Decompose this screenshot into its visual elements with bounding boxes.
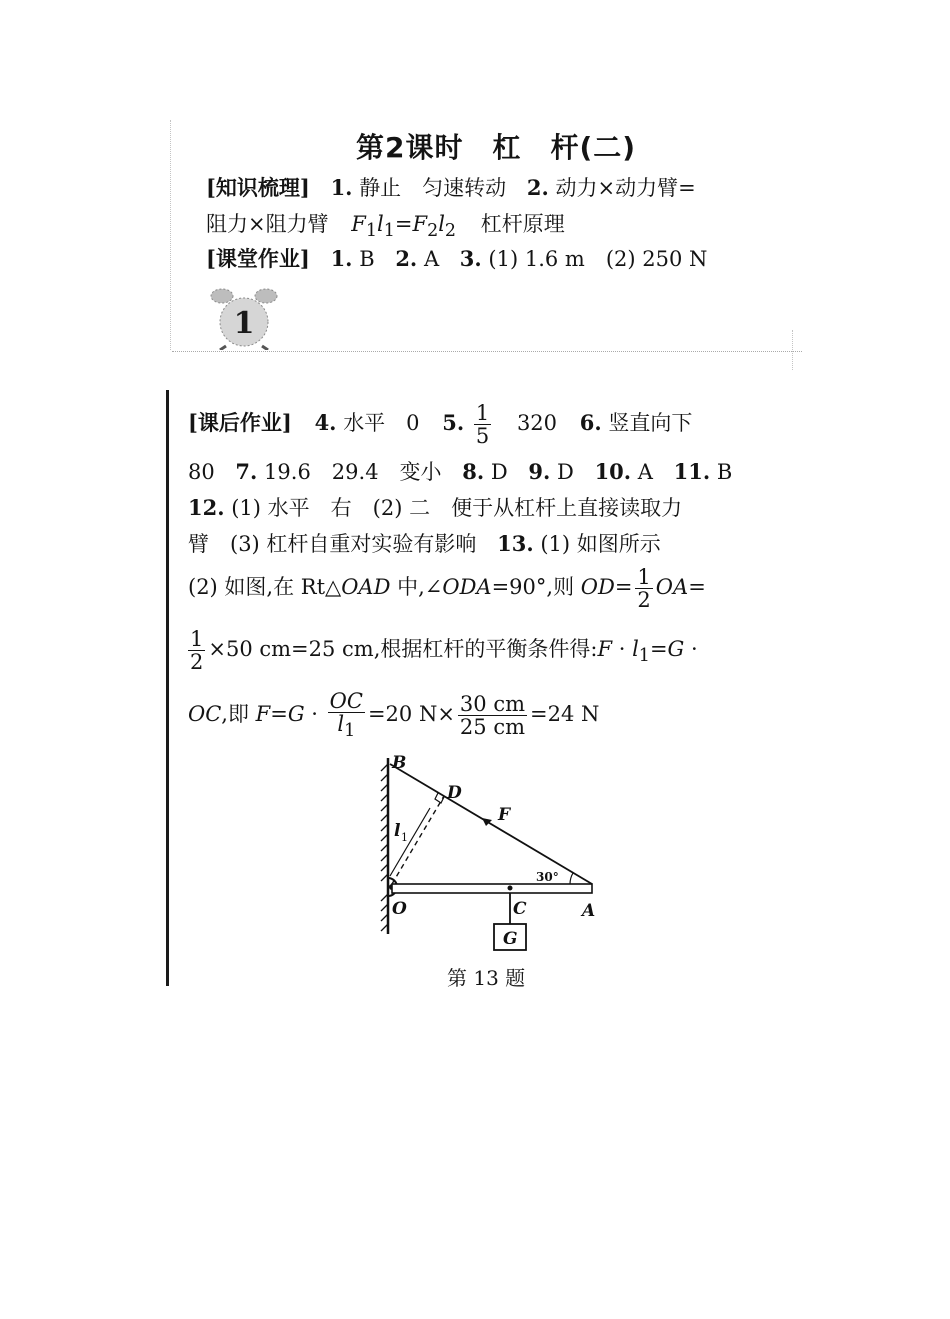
formula-sub: 1: [383, 221, 395, 242]
answer-text: 19.6 29.4 变小: [264, 460, 442, 484]
answer-text: 中,∠: [390, 575, 443, 600]
formula-eq: =: [394, 212, 413, 236]
math-symbol: ODA: [442, 575, 492, 600]
alarm-clock-icon: [204, 286, 284, 350]
answer-text: (1) 如图所示: [540, 532, 661, 556]
math-symbol: l: [632, 637, 639, 662]
answer-text: ·: [304, 701, 325, 726]
answer-text: ×50 cm=25 cm,根据杠杆的平衡条件得:: [208, 637, 598, 662]
answer-text: 臂 (3) 杠杆自重对实验有影响: [188, 532, 477, 556]
fraction: [328, 690, 365, 741]
formula-symbol: F: [351, 212, 366, 236]
answer-text: D: [557, 460, 574, 484]
answer-text: =20 N×: [367, 701, 455, 726]
fraction: [188, 628, 205, 673]
answer-text: B: [359, 247, 375, 271]
label-l: l: [394, 821, 401, 841]
label-b: B: [392, 753, 407, 773]
page-marker-stamp: [204, 286, 284, 350]
answer-text: 静止 匀速转动: [359, 176, 507, 200]
formula-symbol: F: [412, 212, 428, 236]
fraction: [635, 566, 652, 611]
fraction: [474, 402, 491, 447]
scan-dots-left: [170, 120, 173, 350]
answer-text: 80: [188, 460, 215, 484]
fraction-numerator: 1: [637, 565, 651, 589]
formula: [351, 212, 457, 242]
answer-text: ·: [684, 637, 698, 662]
math-symbol: F: [255, 701, 271, 726]
kehou-line-2: [188, 456, 732, 486]
answer-text: (2) 如图,在 Rt△: [188, 575, 342, 600]
fraction-denominator: 2: [637, 588, 651, 613]
math-symbol: F: [597, 637, 613, 662]
stamp-number: 1: [233, 306, 255, 341]
q-number: 3.: [459, 246, 482, 271]
answer-text: 水平 0: [343, 411, 420, 436]
formula-sub: 2: [444, 221, 457, 242]
fraction-denominator: 25 cm: [459, 714, 525, 739]
q-number: 1.: [330, 246, 353, 271]
math-symbol: G: [667, 637, 685, 662]
fraction-numerator: 30 cm: [459, 691, 525, 716]
math-symbol: OA: [655, 575, 689, 600]
answer-text: 竖直向下: [608, 411, 693, 436]
q-number: 4.: [314, 410, 337, 436]
math-sub: 1: [344, 721, 356, 742]
answer-text: D: [490, 460, 508, 484]
q-number: 7.: [235, 459, 258, 484]
q-number: 12.: [188, 495, 225, 520]
answer-text: 320: [516, 411, 558, 436]
answer-text: =: [649, 637, 668, 662]
label-angle: 30°: [536, 870, 559, 884]
lever-figure: [370, 752, 620, 962]
answer-text: 杠杆原理: [480, 212, 565, 236]
section-divider: [172, 351, 802, 352]
force-arrow: [482, 818, 492, 826]
answer-text: A: [637, 460, 653, 484]
answer-text: ,即: [221, 701, 256, 726]
label-f: F: [498, 805, 511, 825]
math-symbol: OAD: [341, 575, 391, 600]
kehou-line-1: [188, 402, 692, 447]
angle-arc: [570, 873, 573, 884]
q-number: 6.: [579, 410, 602, 436]
q-number: 2.: [526, 175, 549, 200]
formula-symbol: l: [438, 212, 445, 236]
q-number: 1.: [330, 175, 353, 200]
answer-text: B: [716, 460, 733, 484]
kehou-line-6: [188, 628, 698, 673]
q-number: 2.: [395, 246, 418, 271]
fraction-denominator: l: [337, 712, 345, 737]
label-g: G: [503, 929, 518, 949]
point-c-dot: [508, 886, 513, 891]
answer-text: =24 N: [530, 701, 600, 726]
answer-text: =: [688, 575, 706, 600]
formula-sub: 1: [365, 221, 378, 242]
figure-caption: 第 13 题: [447, 966, 526, 990]
fraction: [458, 693, 527, 738]
fraction-numerator: 1: [190, 627, 204, 651]
answer-text: (1) 水平 右 (2) 二 便于从杠杆上直接读取力: [231, 496, 683, 520]
ketang-tag: [课堂作业]: [206, 246, 310, 271]
kehou-tag: [课后作业]: [188, 410, 292, 436]
answer-text: =90°,则: [491, 575, 581, 600]
scan-dots-right: [792, 330, 795, 370]
answer-text: (1) 1.6 m (2) 250 N: [488, 247, 708, 271]
math-sub: 1: [638, 646, 650, 667]
answer-text: A: [423, 247, 440, 271]
kehou-line-7: [188, 690, 599, 741]
q-number: 5.: [442, 410, 465, 436]
page-title: 第2课时 杠 杆(二): [356, 131, 637, 164]
fraction-numerator: OC: [329, 689, 363, 713]
q-number: 9.: [528, 459, 551, 484]
fraction-numerator: 1: [475, 401, 490, 425]
answer-text: =: [614, 575, 633, 600]
zhishi-line-1: [206, 172, 696, 202]
kehou-line-4: [188, 528, 661, 558]
zhishi-line-2: [206, 208, 565, 241]
margin-bar: [166, 390, 169, 986]
q-number: 11.: [673, 459, 711, 484]
q-number: 10.: [594, 459, 632, 484]
q-number: 13.: [497, 531, 534, 556]
answer-text: =: [270, 701, 288, 726]
lever-rod: [392, 884, 592, 893]
answer-text: ·: [612, 637, 633, 662]
q-number: 8.: [462, 459, 485, 484]
label-d: D: [447, 783, 462, 803]
label-l-sub: 1: [401, 831, 408, 844]
arm-dimension-line: [390, 808, 430, 876]
math-symbol: OD: [580, 575, 615, 600]
answer-text: 动力×动力臂=: [555, 176, 696, 200]
label-c: C: [513, 899, 527, 919]
label-a: A: [582, 901, 596, 921]
kehou-line-5: [188, 566, 706, 611]
math-symbol: OC: [188, 701, 222, 726]
fraction-denominator: 5: [475, 424, 490, 449]
math-symbol: G: [287, 701, 305, 726]
fraction-denominator: 2: [190, 650, 204, 675]
formula-sub: 2: [427, 221, 439, 242]
answer-text: 阻力×阻力臂: [206, 212, 329, 236]
label-o: O: [392, 899, 407, 919]
zhishi-tag: [知识梳理]: [206, 175, 310, 200]
formula-symbol: l: [377, 212, 384, 236]
ketang-line: [206, 243, 707, 273]
kehou-line-3: [188, 492, 682, 522]
